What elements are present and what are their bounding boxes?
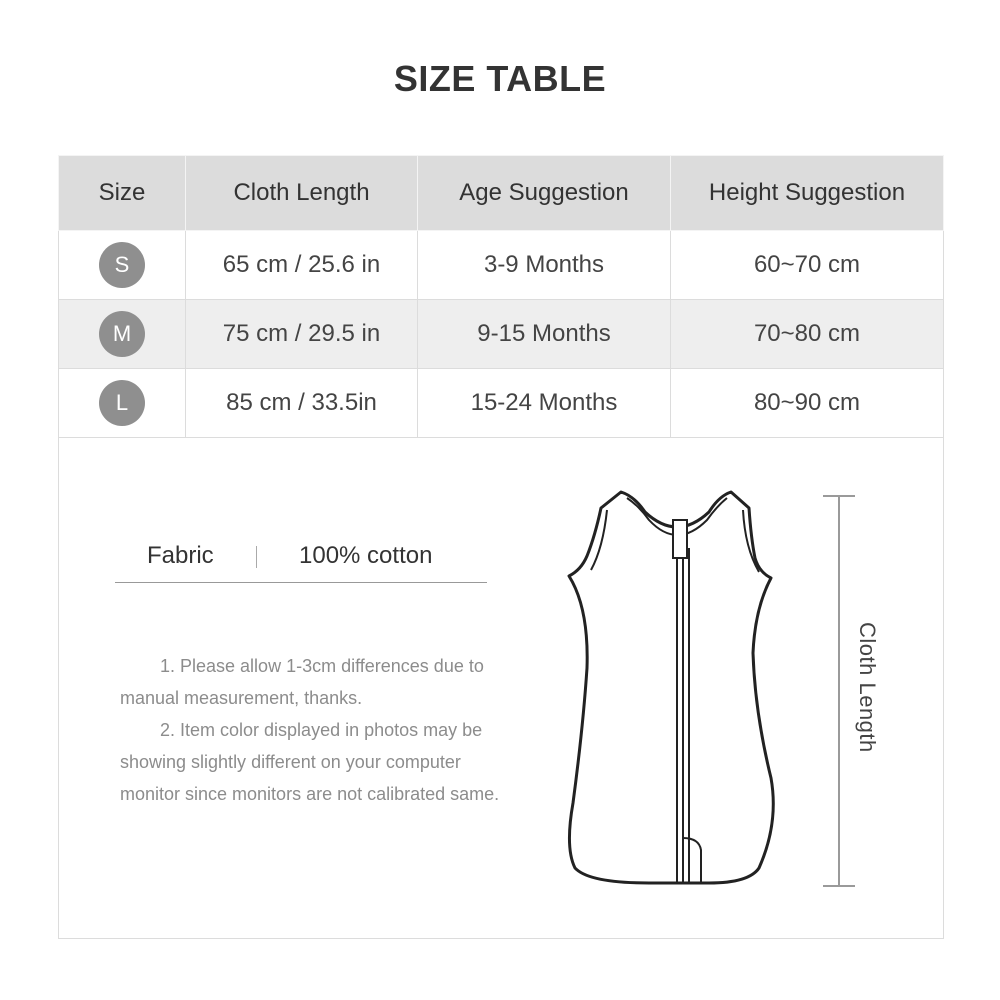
height-cell: 70~80 cm bbox=[671, 300, 944, 369]
cloth-length-cell: 65 cm / 25.6 in bbox=[186, 231, 418, 300]
age-cell: 15-24 Months bbox=[418, 369, 671, 438]
fabric-row bbox=[115, 538, 487, 583]
cloth-length-cell: 85 cm / 33.5in bbox=[186, 369, 418, 438]
header-size: Size bbox=[59, 156, 186, 231]
note-item: 2. Item color displayed in photos may be showing slightly different on your computer monitor since monitors are not calibrated same. bbox=[120, 720, 500, 804]
page-title: SIZE TABLE bbox=[393, 58, 607, 99]
size-cell bbox=[59, 231, 186, 300]
header-cloth-length: Cloth Length bbox=[186, 156, 418, 231]
size-cell bbox=[59, 300, 186, 369]
table-row bbox=[59, 369, 944, 438]
size-badge: M bbox=[99, 311, 145, 357]
size-badge: S bbox=[99, 242, 145, 288]
fabric-label: Fabric bbox=[147, 542, 214, 569]
care-notes bbox=[120, 650, 500, 810]
header-height-suggestion: Height Suggestion bbox=[671, 156, 944, 231]
cloth-length-cell: 75 cm / 29.5 in bbox=[186, 300, 418, 369]
height-cell: 60~70 cm bbox=[671, 231, 944, 300]
zipper-pull bbox=[673, 520, 687, 558]
fabric-divider bbox=[256, 546, 257, 568]
note-item: 1. Please allow 1-3cm differences due to manual measurement, thanks. bbox=[120, 656, 484, 708]
size-cell bbox=[59, 369, 186, 438]
header-age-suggestion: Age Suggestion bbox=[418, 156, 671, 231]
table-row bbox=[59, 231, 944, 300]
age-cell: 3-9 Months bbox=[418, 231, 671, 300]
fabric-value: 100% cotton bbox=[299, 542, 433, 569]
measure-label: Cloth Length bbox=[855, 622, 880, 753]
size-table bbox=[58, 155, 944, 438]
size-badge: L bbox=[99, 380, 145, 426]
sleep-sack-outline-illustration-icon bbox=[559, 478, 859, 898]
detail-panel bbox=[58, 438, 944, 939]
height-cell: 80~90 cm bbox=[671, 369, 944, 438]
table-header-row bbox=[59, 156, 944, 231]
age-cell: 9-15 Months bbox=[418, 300, 671, 369]
table-row bbox=[59, 300, 944, 369]
